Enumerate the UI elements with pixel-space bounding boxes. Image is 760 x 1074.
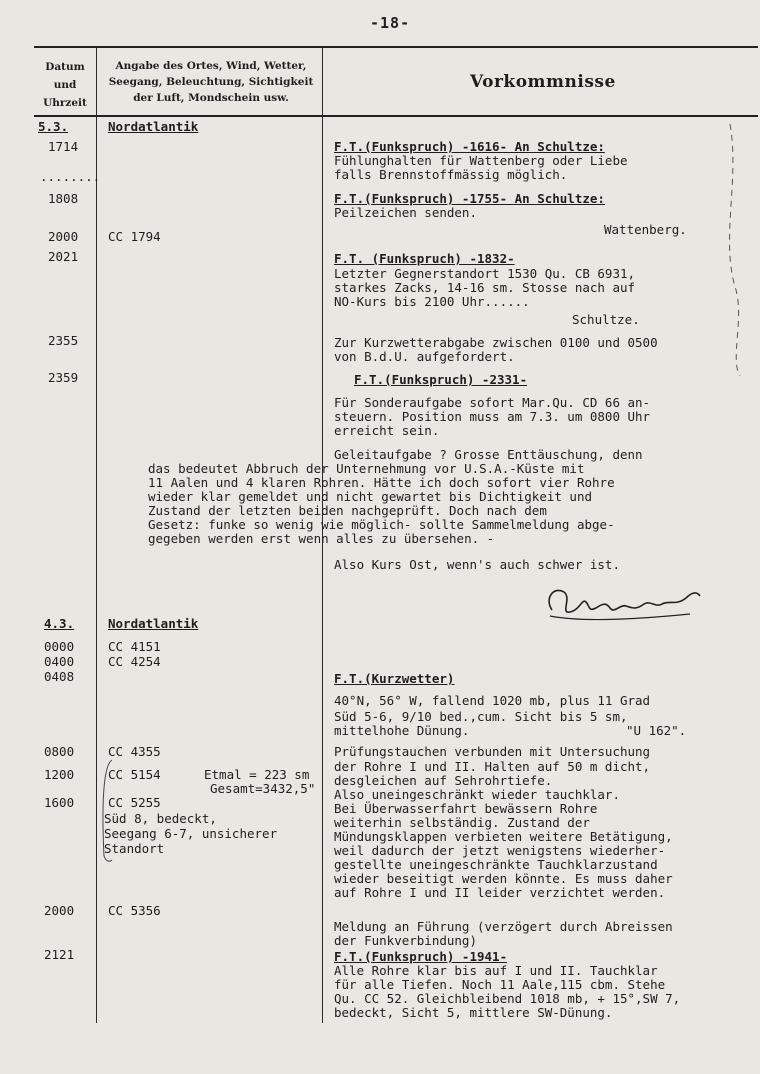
event-text: für alle Tiefen. Noch 11 Aale,115 cbm. Stehe bbox=[334, 977, 666, 992]
event-ft-1941: F.T.(Funkspruch) -1941- bbox=[334, 949, 508, 964]
time-1200: 1200 bbox=[44, 767, 75, 782]
event-signature: "U 162". bbox=[626, 723, 687, 738]
column-divider-date bbox=[96, 48, 97, 1023]
time-0408: 0408 bbox=[44, 669, 75, 684]
handwritten-signature-icon bbox=[540, 580, 710, 626]
commander-note: das bedeutet Abbruch der Unternehmung vor U.S.A.-Küste mit bbox=[148, 461, 585, 476]
day2-date: 4.3. bbox=[44, 616, 75, 631]
commander-note: gegeben werden erst wenn alles zu übersehen. - bbox=[148, 531, 495, 546]
commander-note: Geleitaufgabe ? Grosse Enttäuschung, denn bbox=[334, 447, 643, 462]
header-place-line: Seegang, Beleuchtung, Sichtigkeit bbox=[108, 76, 314, 88]
pencil-bracket-icon bbox=[98, 756, 114, 866]
event-text: mittelhohe Dünung. bbox=[334, 723, 470, 738]
event-text: der Rohre I und II. Halten auf 50 m dicht, bbox=[334, 759, 651, 774]
event-text: Bei Überwasserfahrt bewässern Rohre bbox=[334, 801, 598, 816]
time-1714: 1714 bbox=[48, 139, 79, 154]
event-signature: Wattenberg. bbox=[604, 222, 687, 237]
time-2355: 2355 bbox=[48, 333, 79, 348]
place-2000b: CC 5356 bbox=[108, 903, 161, 918]
event-text: von B.d.U. aufgefordert. bbox=[334, 349, 515, 364]
event-ft-1832: F.T. (Funkspruch) -1832- bbox=[334, 251, 515, 266]
event-text: auf Rohre I und II leider verzichtet werden. bbox=[334, 885, 666, 900]
pencil-mark-icon bbox=[700, 120, 750, 380]
event-ft-2331: F.T.(Funkspruch) -2331- bbox=[354, 372, 528, 387]
event-text: NO-Kurs bis 2100 Uhr...... bbox=[334, 294, 530, 309]
header-place-line: der Luft, Mondschein usw. bbox=[133, 92, 289, 104]
event-text: gestellte uneingeschränkte Tauchklarzustand bbox=[334, 857, 658, 872]
event-text: bedeckt, Sicht 5, mittlere SW-Dünung. bbox=[334, 1005, 613, 1020]
header-place-column bbox=[100, 58, 322, 106]
place-0800: CC 4355 bbox=[108, 744, 161, 759]
event-text: Peilzeichen senden. bbox=[334, 205, 477, 220]
place-1600: CC 5255 bbox=[108, 795, 161, 810]
page-number: -18- bbox=[370, 14, 411, 32]
event-text: desgleichen auf Sehrohrtiefe. bbox=[334, 773, 553, 788]
event-text: erreicht sein. bbox=[334, 423, 440, 438]
event-text: weiterhin selbständig. Zustand der bbox=[334, 815, 590, 830]
event-text: Qu. CC 52. Gleichbleibend 1018 mb, + 15°,SW 7, bbox=[334, 991, 681, 1006]
commander-note: 11 Aalen und 4 klaren Rohren. Hätte ich doch sofort vier Rohre bbox=[148, 475, 615, 490]
event-text: starkes Zacks, 14-16 sm. Stosse nach auf bbox=[334, 280, 636, 295]
time-2359: 2359 bbox=[48, 370, 79, 385]
place-0400: CC 4254 bbox=[108, 654, 161, 669]
day2-place: Nordatlantik bbox=[108, 616, 199, 631]
time-0400: 0400 bbox=[44, 654, 75, 669]
event-text: Mündungsklappen verbieten weitere Betätigung, bbox=[334, 829, 673, 844]
day1-place: Nordatlantik bbox=[108, 119, 199, 134]
table-header-rule bbox=[34, 115, 758, 117]
weather-line: Standort bbox=[104, 841, 165, 856]
event-ft-1755: F.T.(Funkspruch) -1755- An Schultze: bbox=[334, 191, 605, 206]
place-1200: CC 5154 bbox=[108, 767, 161, 782]
time-2000b: 2000 bbox=[44, 903, 75, 918]
header-date-line: und bbox=[53, 79, 77, 91]
weather-line: Süd 8, bedeckt, bbox=[104, 811, 217, 826]
gesamt: Gesamt=3432,5" bbox=[210, 781, 316, 796]
time-2021: 2021 bbox=[48, 249, 79, 264]
header-date-line: Uhrzeit bbox=[43, 97, 87, 109]
commander-note: Gesetz: funke so wenig wie möglich- sollte Sammelmeldung abge- bbox=[148, 517, 615, 532]
place-2000: CC 1794 bbox=[108, 229, 161, 244]
header-events-column: Vorkommnisse bbox=[470, 72, 616, 92]
event-text: Alle Rohre klar bis auf I und II. Tauchklar bbox=[334, 963, 658, 978]
event-signature: Schultze. bbox=[572, 312, 640, 327]
time-2000: 2000 bbox=[48, 229, 79, 244]
time-0000: 0000 bbox=[44, 639, 75, 654]
table-top-rule bbox=[34, 46, 758, 48]
time-2121: 2121 bbox=[44, 947, 75, 962]
header-place-line: Angabe des Ortes, Wind, Wetter, bbox=[115, 60, 307, 72]
commander-note: wieder klar gemeldet und nicht gewartet bis Dichtigkeit und bbox=[148, 489, 593, 504]
event-ft-1616: F.T.(Funkspruch) -1616- An Schultze: bbox=[334, 139, 605, 154]
event-text: 40°N, 56° W, fallend 1020 mb, plus 11 Grad bbox=[334, 693, 651, 708]
event-text: Meldung an Führung (verzögert durch Abreissen bbox=[334, 919, 673, 934]
event-text: der Funkverbindung) bbox=[334, 933, 477, 948]
day1-date: 5.3. bbox=[38, 119, 69, 134]
event-text: steuern. Position muss am 7.3. um 0800 Uhr bbox=[334, 409, 651, 424]
time-dots: ........ bbox=[40, 169, 101, 184]
event-text: Zur Kurzwetterabgabe zwischen 0100 und 0500 bbox=[334, 335, 658, 350]
etmal: Etmal = 223 sm bbox=[204, 767, 310, 782]
time-1600: 1600 bbox=[44, 795, 75, 810]
event-ft-kurzwetter: F.T.(Kurzwetter) bbox=[334, 671, 455, 686]
event-text: Fühlunghalten für Wattenberg oder Liebe bbox=[334, 153, 628, 168]
event-text: Süd 5-6, 9/10 bed.,cum. Sicht bis 5 sm, bbox=[334, 709, 628, 724]
event-text: Prüfungstauchen verbunden mit Untersuchung bbox=[334, 744, 651, 759]
event-text: weil dadurch der jetzt wenigstens wiederher- bbox=[334, 843, 666, 858]
weather-line: Seegang 6-7, unsicherer bbox=[104, 826, 278, 841]
place-0000: CC 4151 bbox=[108, 639, 161, 654]
header-date-column bbox=[36, 58, 94, 112]
time-1808: 1808 bbox=[48, 191, 79, 206]
event-text: Für Sonderaufgabe sofort Mar.Qu. CD 66 an- bbox=[334, 395, 651, 410]
header-date-line: Datum bbox=[45, 61, 85, 73]
commander-note: Also Kurs Ost, wenn's auch schwer ist. bbox=[334, 557, 620, 572]
time-0800: 0800 bbox=[44, 744, 75, 759]
event-text: falls Brennstoffmässig möglich. bbox=[334, 167, 568, 182]
event-text: wieder beseitigt werden könnte. Es muss daher bbox=[334, 871, 673, 886]
event-text: Letzter Gegnerstandort 1530 Qu. CB 6931, bbox=[334, 266, 636, 281]
commander-note: Zustand der letzten beiden nachgeprüft. Doch nach dem bbox=[148, 503, 547, 518]
event-text: Also uneingeschränkt wieder tauchklar. bbox=[334, 787, 620, 802]
